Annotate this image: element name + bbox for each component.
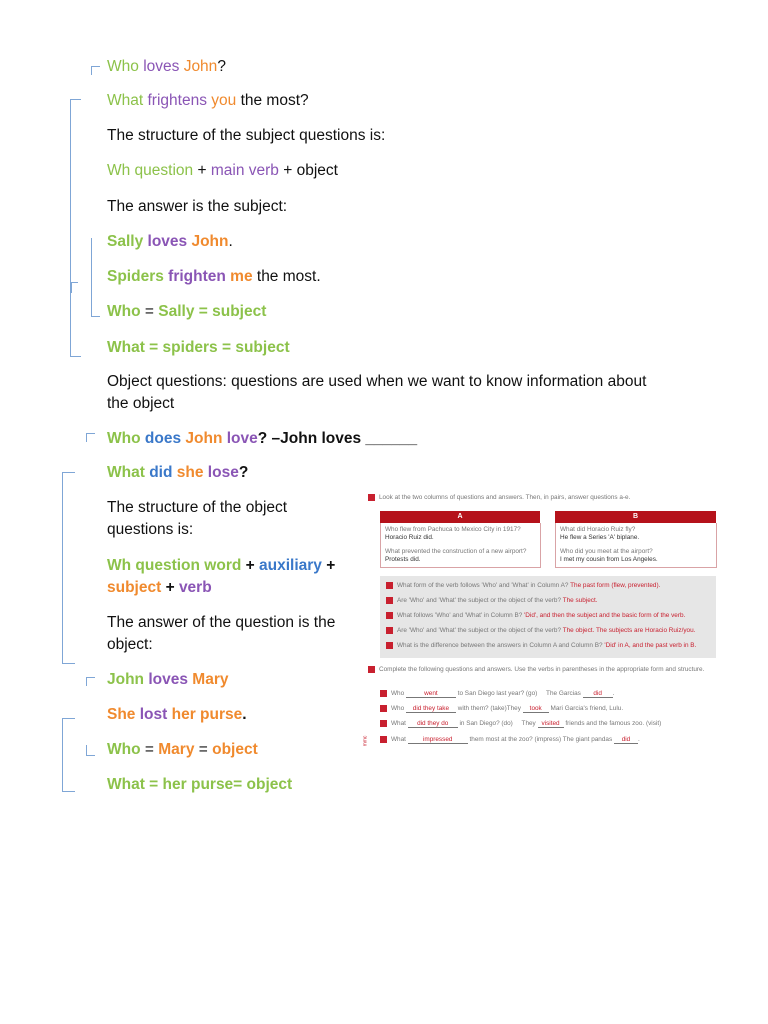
text: The Garcias xyxy=(546,690,581,698)
object-answer-1 xyxy=(107,669,228,691)
plus: + xyxy=(241,557,259,574)
answer-blank: visited xyxy=(538,720,564,728)
exercise-row xyxy=(380,736,640,744)
word: Wh question word xyxy=(107,557,242,574)
answer-text: 'Did', and then the subject and the basic form of the verb. xyxy=(524,612,686,620)
object-question-2 xyxy=(107,462,248,484)
bullet-icon xyxy=(380,705,387,712)
text: with them? (take)They xyxy=(457,705,521,713)
answer-blank: did they take xyxy=(406,705,456,713)
instruction-text: Look at the two columns of questions and answers. Then, in pairs, answer questions a-e. xyxy=(379,494,631,502)
text: What xyxy=(391,736,406,744)
word: What xyxy=(107,464,145,481)
bracket xyxy=(62,472,75,664)
answer-blank: impressed xyxy=(408,736,468,744)
subject-answer-intro: The answer is the subject: xyxy=(107,198,288,215)
col-a-question-2: What prevented the construction of a new airport? xyxy=(385,548,527,555)
question-text: Are 'Who' and 'What' the subject or the object of the verb? xyxy=(397,597,562,605)
answer-blank: did they do xyxy=(408,720,458,728)
column-a xyxy=(380,523,541,568)
question-text: Are 'Who' and 'What' the subject or the object of the verb? xyxy=(397,627,562,635)
word: Sally = subject xyxy=(158,303,267,320)
object-answer-2 xyxy=(107,704,247,726)
punct: ? xyxy=(238,464,249,481)
subject-question-1 xyxy=(107,56,226,78)
question-text: What follows 'Who' and 'What' in Column B? xyxy=(397,612,523,620)
text: Who xyxy=(391,705,405,713)
word: frightens xyxy=(147,92,207,109)
bracket xyxy=(91,238,100,317)
punct: ? xyxy=(217,58,226,75)
word: her purse xyxy=(171,706,243,723)
text: What xyxy=(391,720,406,728)
column-a-header: A xyxy=(380,511,540,523)
word: Sally xyxy=(107,233,144,250)
word: Spiders xyxy=(107,268,164,285)
word: John xyxy=(185,430,223,447)
word: you xyxy=(211,92,237,109)
bullet-icon xyxy=(380,690,387,697)
exercise-row xyxy=(380,690,614,698)
word: Who xyxy=(107,303,141,320)
analysis-question xyxy=(386,597,598,604)
bullet-icon xyxy=(368,666,375,673)
answer-blank: did xyxy=(583,690,613,698)
bracket xyxy=(71,282,78,293)
text: ? –John loves ______ xyxy=(257,430,418,447)
answer-text: 'Did' in A, and the past verb in B. xyxy=(604,642,697,650)
bullet-icon xyxy=(380,720,387,727)
instruction-text: Complete the following questions and answers. Use the verbs in parentheses in the appropriate form and structure. xyxy=(379,666,705,674)
word: she xyxy=(176,464,204,481)
col-b-answer-1: He flew a Series 'A' biplane. xyxy=(560,534,640,541)
bracket xyxy=(70,99,81,357)
col-b-answer-2: I met my cousin from Los Angeles. xyxy=(560,556,658,563)
object-answer-intro: The answer of the question is the object: xyxy=(107,614,336,653)
col-a-question-1: Who flew from Pachuca to Mexico City in 1917? xyxy=(385,526,521,533)
col-b-question-1: What did Horacio Ruiz fly? xyxy=(560,526,636,533)
word: What xyxy=(107,92,144,109)
col-a-answer-1: Horacio Ruiz did. xyxy=(385,534,434,541)
text: to San Diego last year? (go) xyxy=(457,690,538,698)
exercise-row xyxy=(380,720,661,728)
word: lost xyxy=(139,706,168,723)
plus: + xyxy=(321,557,336,574)
column-b-header: B xyxy=(555,511,716,523)
word: main verb xyxy=(210,162,279,179)
plus: + xyxy=(161,579,179,596)
text: . xyxy=(612,690,615,698)
word: me xyxy=(230,268,253,285)
word: auxiliary xyxy=(259,557,322,574)
answer-blank: did xyxy=(614,736,638,744)
text: friends and the famous zoo. (visit) xyxy=(565,720,662,728)
text: in San Diego? (do) xyxy=(459,720,513,728)
word: She xyxy=(107,706,136,723)
word: did xyxy=(149,464,173,481)
bracket xyxy=(86,433,95,442)
word: subject xyxy=(107,579,162,596)
object-intro: Object questions: questions are used when we want to know information about the object xyxy=(107,373,647,412)
object-structure-intro: The structure of the object questions is: xyxy=(107,499,288,538)
bracket xyxy=(91,66,100,75)
subject-equation-2: What = spiders = subject xyxy=(107,339,290,356)
subject-formula xyxy=(107,160,338,182)
bracket xyxy=(62,718,75,792)
bullet-icon xyxy=(380,736,387,743)
bullet-icon xyxy=(386,627,393,634)
subject-question-2 xyxy=(107,90,309,112)
word: does xyxy=(144,430,182,447)
word: John xyxy=(107,671,145,688)
bracket xyxy=(86,745,95,756)
column-b xyxy=(555,523,717,568)
text: Who xyxy=(391,690,405,698)
subject-answer-2 xyxy=(107,266,321,288)
object-equation-2: What = her purse= object xyxy=(107,776,293,793)
text: the most? xyxy=(236,92,309,109)
word: loves xyxy=(148,671,188,688)
word: verb xyxy=(178,579,212,596)
text: the most. xyxy=(252,268,321,285)
subject-equation-1 xyxy=(107,301,266,323)
word: John xyxy=(191,233,229,250)
subject-answer-1 xyxy=(107,231,233,253)
text: Mari Garcia's friend, Lulu. xyxy=(550,705,624,713)
object-formula xyxy=(107,555,347,599)
equals: = xyxy=(140,303,159,320)
plus: + xyxy=(193,162,211,179)
analysis-question xyxy=(386,627,695,634)
word: Wh question xyxy=(107,162,194,179)
word: Mary xyxy=(158,741,195,758)
text: They xyxy=(521,720,536,728)
bullet-icon xyxy=(386,612,393,619)
answer-text: The object. The subjects are Horacio Ruiz/you. xyxy=(562,627,696,635)
word: frighten xyxy=(168,268,226,285)
text: . xyxy=(637,736,640,744)
equals: = xyxy=(140,741,159,758)
exercise-row xyxy=(380,705,623,713)
word: Mary xyxy=(192,671,229,688)
word: object xyxy=(212,741,258,758)
answer-text: The subject. xyxy=(562,597,598,605)
punct: . xyxy=(242,706,247,723)
word: lose xyxy=(207,464,239,481)
analysis-question xyxy=(386,642,696,649)
subject-structure-intro: The structure of the subject questions is: xyxy=(107,127,386,144)
bullet-icon xyxy=(368,494,375,501)
col-a-answer-2: Protests did. xyxy=(385,556,421,563)
object-question-1 xyxy=(107,428,417,450)
text: them most at the zoo? (impress) The giant pandas xyxy=(469,736,613,744)
plus: + xyxy=(278,162,297,179)
analysis-question xyxy=(386,582,660,589)
answer-blank: took xyxy=(523,705,549,713)
word: Who xyxy=(107,741,141,758)
instruction-1 xyxy=(368,494,630,501)
word: Who xyxy=(107,58,139,75)
word: loves xyxy=(147,233,188,250)
word: love xyxy=(226,430,258,447)
word: loves xyxy=(143,58,180,75)
question-text: What form of the verb follows 'Who' and 'What' in Column A? xyxy=(397,582,569,590)
side-label: mmc xyxy=(362,735,369,747)
word: John xyxy=(183,58,218,75)
punct: . xyxy=(228,233,233,250)
col-b-question-2: Who did you meet at the airport? xyxy=(560,548,653,555)
bullet-icon xyxy=(386,597,393,604)
answer-text: The past form (flew, prevented). xyxy=(570,582,661,590)
word: Who xyxy=(107,430,141,447)
object-equation-1 xyxy=(107,739,258,761)
answer-blank: went xyxy=(406,690,456,698)
textbook-excerpt xyxy=(362,492,718,762)
bracket xyxy=(86,677,95,686)
analysis-questions xyxy=(380,576,716,658)
equals: = xyxy=(194,741,213,758)
bullet-icon xyxy=(386,582,393,589)
analysis-question xyxy=(386,612,685,619)
bullet-icon xyxy=(386,642,393,649)
question-text: What is the difference between the answers in Column A and Column B? xyxy=(397,642,603,650)
word: object xyxy=(296,162,338,179)
instruction-2 xyxy=(368,666,708,674)
